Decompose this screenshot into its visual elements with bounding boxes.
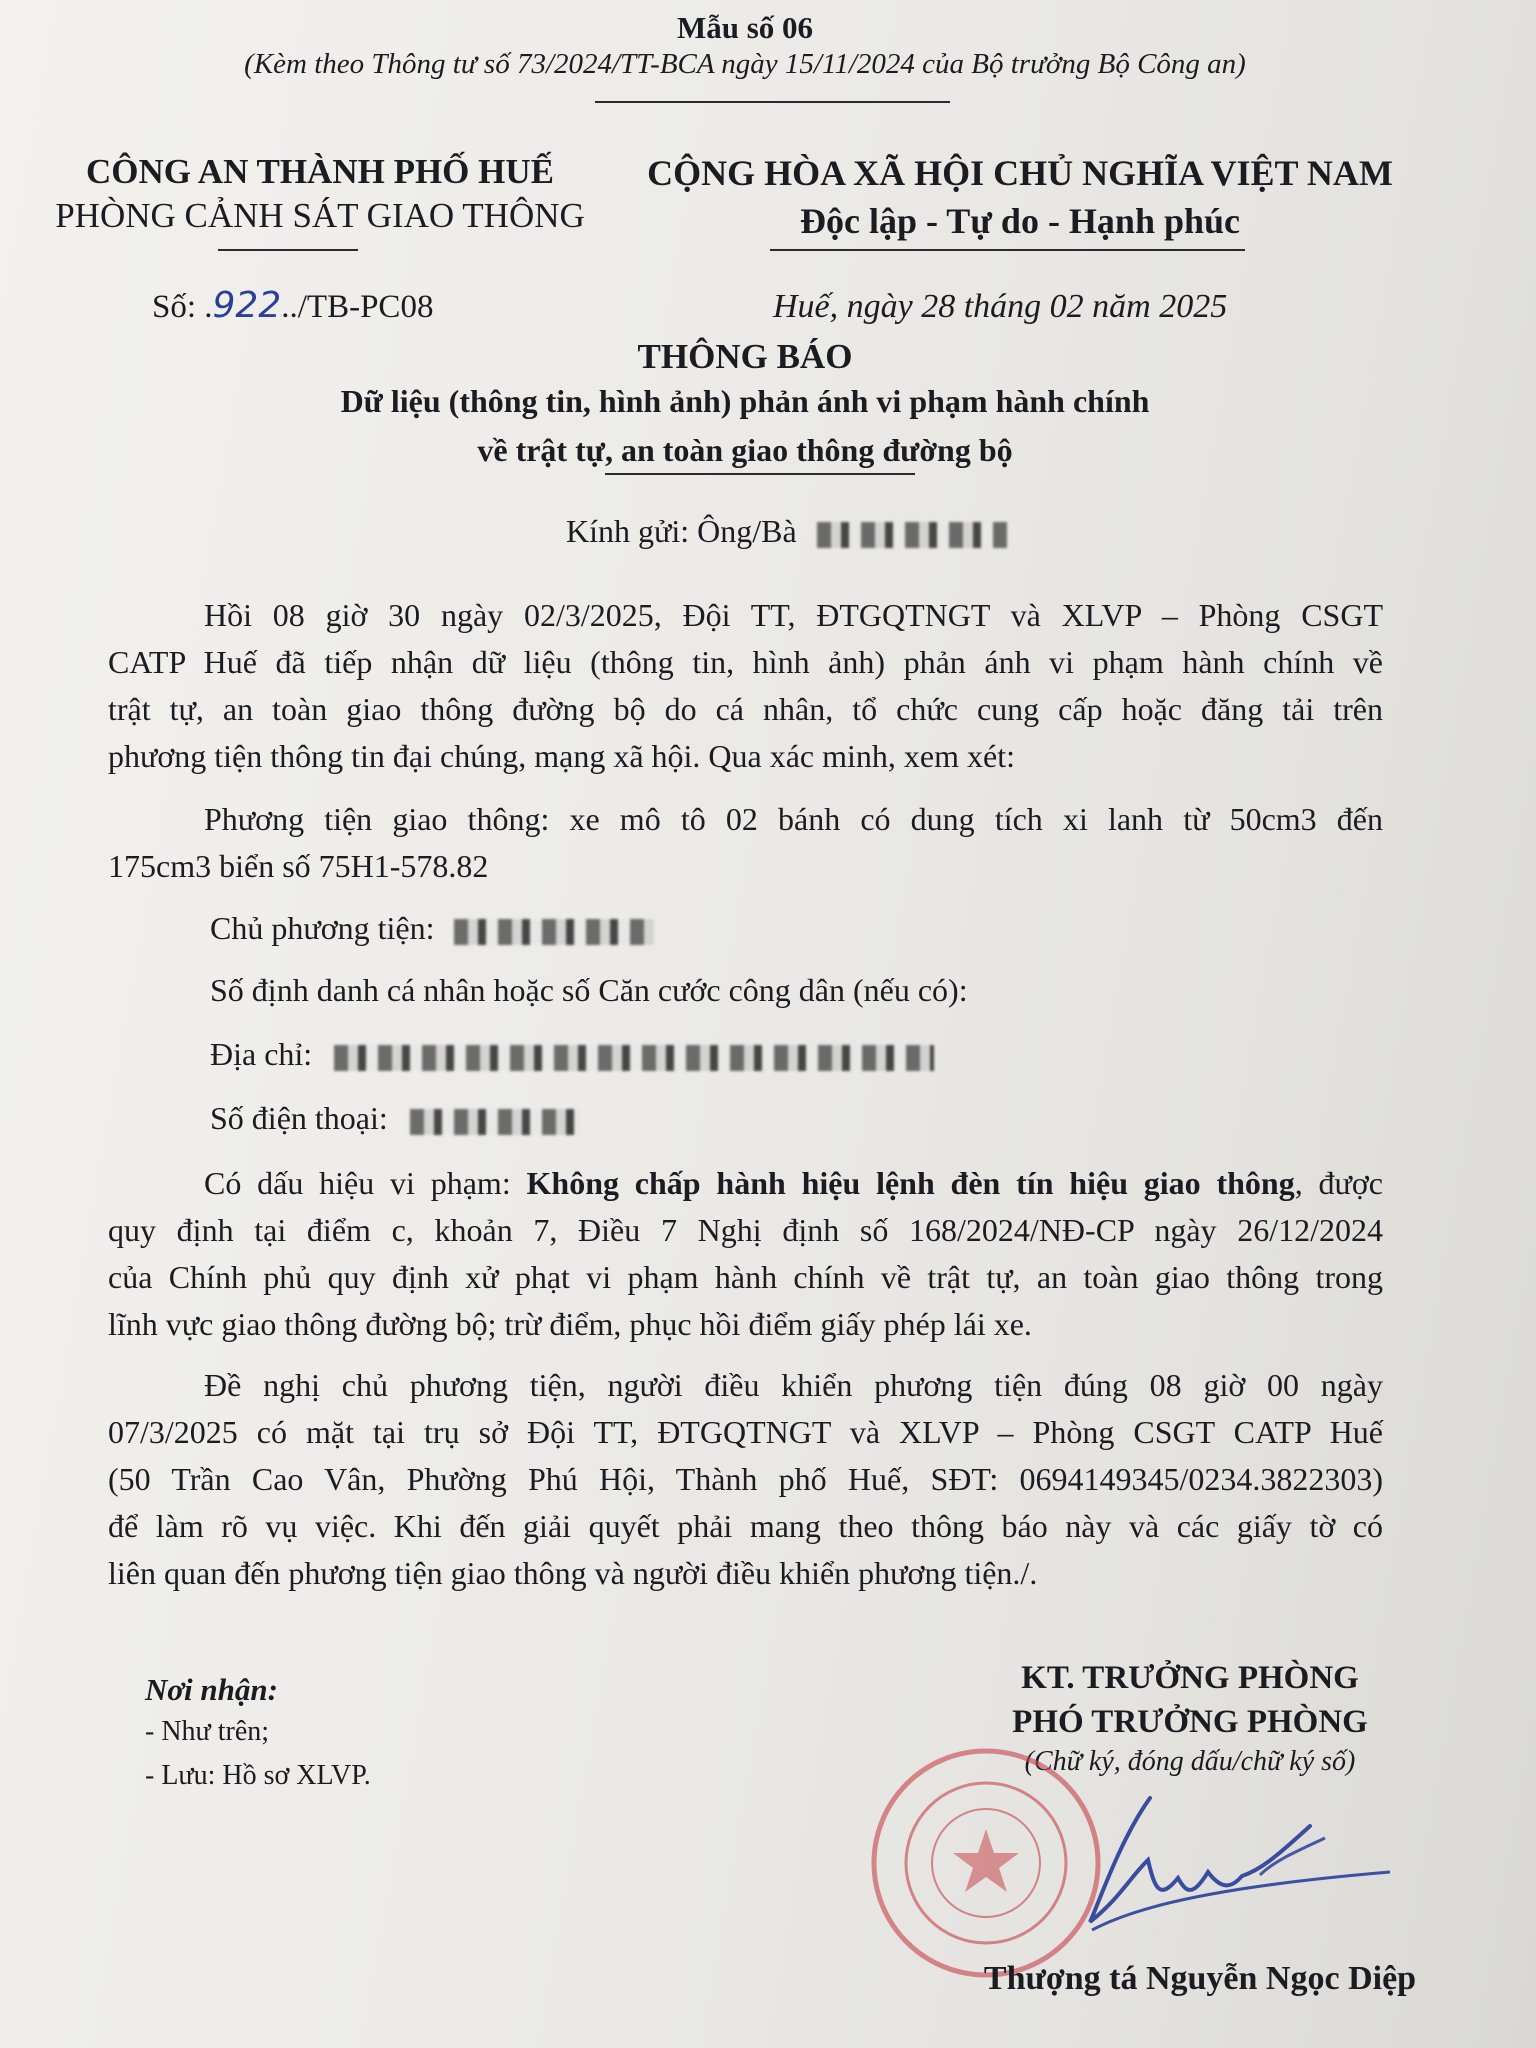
signature-icon bbox=[1060, 1780, 1390, 1940]
field-owner bbox=[210, 910, 654, 947]
paragraph-line: Hồi 08 giờ 30 ngày 02/3/2025, Đội TT, ĐTGQTNGT và XLVP – Phòng CSGT bbox=[204, 597, 1383, 633]
paragraph-line: Đề nghị chủ phương tiện, người điều khiển phương tiện đúng 08 giờ 00 ngày bbox=[204, 1367, 1383, 1403]
redacted-name bbox=[817, 522, 1007, 548]
field-owner-label: Chủ phương tiện: bbox=[210, 910, 435, 946]
doc-number-prefix: Số: . bbox=[152, 289, 213, 325]
doc-number-suffix: ../TB-PC08 bbox=[281, 289, 434, 325]
field-id-number bbox=[210, 972, 968, 1009]
greeting bbox=[566, 513, 1007, 550]
paragraph-line: phương tiện thông tin đại chúng, mạng xã hội. Qua xác minh, xem xét: bbox=[108, 738, 1015, 774]
signature-title1: KT. TRƯỞNG PHÒNG bbox=[1021, 1660, 1359, 1696]
subtitle-line1: Dữ liệu (thông tin, hình ảnh) phản ánh vi phạm hành chính bbox=[340, 383, 1150, 419]
field-phone bbox=[210, 1100, 580, 1137]
signer-name: Thượng tá Nguyễn Ngọc Diệp bbox=[983, 1960, 1417, 1997]
paragraph-line: trật tự, an toàn giao thông đường bộ do cá nhân, tổ chức cung cấp hoặc đăng tải trên bbox=[108, 691, 1383, 727]
doc-number-handwritten: 922 bbox=[212, 285, 282, 326]
violation-first-line bbox=[108, 1160, 1383, 1207]
paragraph-line: quy định tại điểm c, khoản 7, Điều 7 Nghị định số 168/2024/NĐ-CP ngày 26/12/2024 bbox=[108, 1212, 1383, 1248]
violation-name: Không chấp hành hiệu lệnh đèn tín hiệu giao thông bbox=[526, 1165, 1295, 1201]
redacted-owner bbox=[454, 919, 654, 945]
subtitle-rule bbox=[605, 473, 915, 475]
paragraph-line: Phương tiện giao thông: xe mô tô 02 bánh có dung tích xi lanh từ 50cm3 đến bbox=[204, 801, 1383, 837]
recipient-item: - Lưu: Hồ sơ XLVP. bbox=[145, 1760, 371, 1791]
violation-tail: , được bbox=[1294, 1165, 1384, 1201]
paragraph-intro bbox=[108, 592, 1383, 780]
motto-rule bbox=[770, 249, 1245, 251]
subtitle-line2: về trật tự, an toàn giao thông đường bộ bbox=[477, 432, 1013, 468]
form-number: Mẫu số 06 bbox=[676, 10, 814, 45]
document-title: THÔNG BÁO bbox=[637, 337, 853, 376]
redacted-address bbox=[334, 1045, 934, 1071]
date-line: Huế, ngày 28 tháng 02 năm 2025 bbox=[773, 288, 1228, 325]
paragraph-request bbox=[108, 1362, 1383, 1597]
national-motto: Độc lập - Tự do - Hạnh phúc bbox=[799, 201, 1241, 241]
paragraph-line: 07/3/2025 có mặt tại trụ sở Đội TT, ĐTGQTNGT và XLVP – Phòng CSGT CATP Huế bbox=[108, 1414, 1383, 1450]
violation-lead: Có dấu hiệu vi phạm: bbox=[204, 1165, 527, 1201]
field-address-label: Địa chỉ: bbox=[210, 1036, 313, 1072]
document-number bbox=[152, 285, 433, 326]
signature-title2: PHÓ TRƯỞNG PHÒNG bbox=[1012, 1704, 1368, 1740]
national-title: CỘNG HÒA XÃ HỘI CHỦ NGHĨA VIỆT NAM bbox=[647, 153, 1393, 193]
issuer-line1: CÔNG AN THÀNH PHỐ HUẾ bbox=[85, 152, 554, 191]
paragraph-line: (50 Trần Cao Vân, Phường Phú Hội, Thành phố Huế, SĐT: 0694149345/0234.3822303) bbox=[108, 1461, 1383, 1497]
form-reference: (Kèm theo Thông tư số 73/2024/TT-BCA ngày 15/11/2024 của Bộ trưởng Bộ Công an) bbox=[244, 48, 1246, 80]
field-id-label: Số định danh cá nhân hoặc số Căn cước công dân (nếu có): bbox=[210, 972, 968, 1008]
header-rule bbox=[595, 101, 950, 103]
paragraph-line: của Chính phủ quy định xử phạt vi phạm hành chính về trật tự, an toàn giao thông trong bbox=[108, 1259, 1383, 1295]
paragraph-line: CATP Huế đã tiếp nhận dữ liệu (thông tin, hình ảnh) phản ánh vi phạm hành chính về bbox=[108, 644, 1383, 680]
field-address bbox=[210, 1036, 934, 1073]
greeting-label: Kính gửi: Ông/Bà bbox=[566, 513, 797, 549]
redacted-phone bbox=[410, 1109, 580, 1135]
field-phone-label: Số điện thoại: bbox=[210, 1100, 388, 1136]
paragraph-line: 175cm3 biển số 75H1-578.82 bbox=[108, 848, 489, 884]
signature-note: (Chữ ký, đóng dấu/chữ ký số) bbox=[1024, 1746, 1356, 1777]
paragraph-line: lĩnh vực giao thông đường bộ; trừ điểm, phục hồi điểm giấy phép lái xe. bbox=[108, 1306, 1032, 1342]
paragraph-violation bbox=[108, 1160, 1383, 1348]
recipients-label: Nơi nhận: bbox=[145, 1672, 278, 1707]
recipient-item: - Như trên; bbox=[145, 1716, 270, 1747]
paragraph-vehicle bbox=[108, 796, 1383, 890]
issuer-rule bbox=[218, 249, 358, 251]
issuer-line2: PHÒNG CẢNH SÁT GIAO THÔNG bbox=[55, 196, 585, 235]
paragraph-line: liên quan đến phương tiện giao thông và người điều khiển phương tiện./. bbox=[108, 1555, 1038, 1591]
paragraph-line: để làm rõ vụ việc. Khi đến giải quyết phải mang theo thông báo này và các giấy tờ có bbox=[108, 1508, 1383, 1544]
